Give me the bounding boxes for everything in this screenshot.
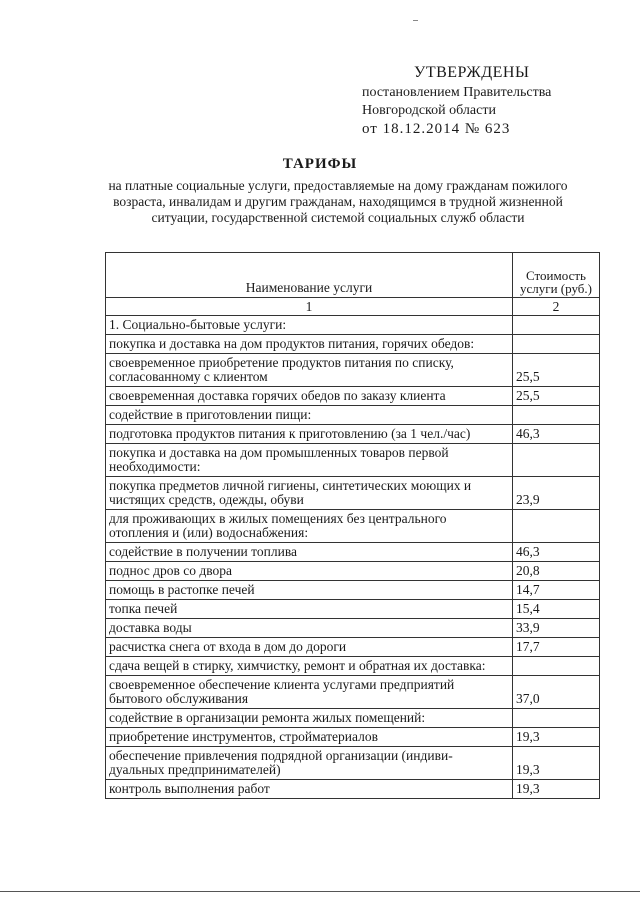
table-row	[106, 510, 600, 543]
service-name: доставка воды	[106, 619, 513, 638]
table-row	[106, 543, 600, 562]
table-row	[106, 780, 600, 799]
service-name: покупка и доставка на дом продуктов питания, горячих обедов:	[106, 335, 513, 354]
tariffs-table	[105, 252, 600, 799]
service-name: поднос дров со двора	[106, 562, 513, 581]
table-row	[106, 354, 600, 387]
table-row	[106, 657, 600, 676]
service-price: 19,3	[513, 747, 600, 780]
service-price: 37,0	[513, 676, 600, 709]
service-price: 46,3	[513, 425, 600, 444]
service-price: 46,3	[513, 543, 600, 562]
table-header-row	[106, 253, 600, 298]
approval-date: от 18.12.2014 № 623	[362, 121, 511, 137]
service-price	[513, 406, 600, 425]
service-name: сдача вещей в стирку, химчистку, ремонт и обратная их доставка:	[106, 657, 513, 676]
service-name: топка печей	[106, 600, 513, 619]
table-row	[106, 562, 600, 581]
service-name: 1. Социально-бытовые услуги:	[106, 316, 513, 335]
header-service-name: Наименование услуги	[106, 253, 513, 298]
service-name: подготовка продуктов питания к приготовлению (за 1 чел./час)	[106, 425, 513, 444]
column-number-2: 2	[513, 298, 600, 316]
service-price: 14,7	[513, 581, 600, 600]
table-row	[106, 747, 600, 780]
service-price: 25,5	[513, 354, 600, 387]
service-name: своевременное обеспечение клиента услугами предприятий бытового обслуживания	[106, 676, 513, 709]
document-title: ТАРИФЫ	[282, 156, 358, 172]
service-price: 19,3	[513, 728, 600, 747]
table-row	[106, 406, 600, 425]
table-row	[106, 581, 600, 600]
service-price: 17,7	[513, 638, 600, 657]
column-number-1: 1	[106, 298, 513, 316]
table-row	[106, 316, 600, 335]
service-price	[513, 444, 600, 477]
header-service-price: Стоимость услуги (руб.)	[513, 253, 600, 298]
table-row	[106, 477, 600, 510]
page-bottom-rule	[0, 891, 640, 892]
table-row	[106, 709, 600, 728]
approval-stamp	[362, 64, 551, 138]
table-row	[106, 676, 600, 709]
service-price	[513, 510, 600, 543]
table-row	[106, 444, 600, 477]
service-name: содействие в получении топлива	[106, 543, 513, 562]
service-name: приобретение инструментов, стройматериалов	[106, 728, 513, 747]
approval-line-1: постановлением Правительства	[362, 85, 552, 100]
table-row	[106, 600, 600, 619]
table-row	[106, 619, 600, 638]
service-price: 25,5	[513, 387, 600, 406]
service-name: расчистка снега от входа в дом до дороги	[106, 638, 513, 657]
service-price: 19,3	[513, 780, 600, 799]
document-subtitle: на платные социальные услуги, предоставляемые на дому гражданам пожилого возраста, инвалидам и другим гражданам, находящимся в трудной жизненной ситуации, государственной системой социальных служб области	[108, 178, 568, 225]
service-name: содействие в приготовлении пищи:	[106, 406, 513, 425]
table-row	[106, 638, 600, 657]
service-price: 33,9	[513, 619, 600, 638]
service-price: 20,8	[513, 562, 600, 581]
table-row	[106, 728, 600, 747]
service-name: своевременное приобретение продуктов питания по списку, согласованному с клиентом	[106, 354, 513, 387]
service-name: для проживающих в жилых помещениях без центрального отопления и (или) водоснабжения:	[106, 510, 513, 543]
service-name: контроль выполнения работ	[106, 780, 513, 799]
table-row	[106, 335, 600, 354]
table-row	[106, 425, 600, 444]
service-price	[513, 709, 600, 728]
service-name: содействие в организации ремонта жилых помещений:	[106, 709, 513, 728]
service-name: помощь в растопке печей	[106, 581, 513, 600]
service-name: обеспечение привлечения подрядной организации (индиви- дуальных предпринимателей)	[106, 747, 513, 780]
column-numbers-row	[106, 298, 600, 316]
approval-line-2: Новгородской области	[362, 103, 496, 118]
service-name: покупка и доставка на дом промышленных товаров первой необходимости:	[106, 444, 513, 477]
approval-heading: УТВЕРЖДЕНЫ	[414, 64, 530, 81]
service-price	[513, 335, 600, 354]
service-name: своевременная доставка горячих обедов по заказу клиента	[106, 387, 513, 406]
service-name: покупка предметов личной гигиены, синтетических моющих и чистящих средств, одежды, обуви	[106, 477, 513, 510]
service-price: 15,4	[513, 600, 600, 619]
service-price	[513, 316, 600, 335]
service-price	[513, 657, 600, 676]
service-price: 23,9	[513, 477, 600, 510]
scan-mark	[413, 20, 418, 21]
table-row	[106, 387, 600, 406]
